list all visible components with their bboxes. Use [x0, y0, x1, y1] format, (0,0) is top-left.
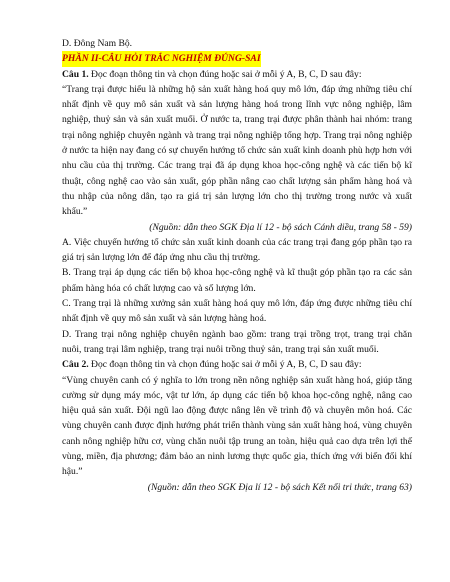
question-1-option-d: D. Trang trại nông nghiệp chuyên ngành bao gồm: trang trại trồng trọt, trang trại chăn nuôi, trang trại lâm nghiệp, trang trại nuôi trồng thuỷ sản, trang trại sản xuất muối. [62, 328, 412, 355]
question-1-label: Câu 1. [62, 68, 89, 80]
question-1-prompt-text: Đọc đoạn thông tin và chọn đúng hoặc sai ở mỗi ý A, B, C, D sau đây: [88, 68, 362, 80]
question-2-prompt-text: Đọc đoạn thông tin và chọn đúng hoặc sai ở mỗi ý A, B, C, D sau đây: [88, 359, 362, 371]
question-1-prompt [62, 67, 412, 82]
question-2-prompt [62, 357, 412, 372]
question-1-option-a: A. Việc chuyển hướng tổ chức sản xuất kinh doanh của các trang trại đang góp phần tạo ra giá trị sản lượng lớn để đáp ứng nhu cầu thị trường. [62, 236, 412, 264]
question-2-passage: “Vùng chuyên canh có ý nghĩa to lớn trong nền nông nghiệp sản xuất hàng hoá, giúp tăng cường sử dụng máy móc, vật tư lớn, áp dụng các tiến bộ khoa học-công nghệ, nâng cao hiệu quả sản xuất. Đội ngũ lao động được nâng lên về trình độ và chuyên môn hoá. Các vùng chuyên canh được định hướng phát triển thành vùng sản xuất hàng hoá, vùng chuyên canh nông nghiệp hữu cơ, vùng chăn nuôi tập trung an toàn, hiệu quả cao dựa trên lợi thế vùng, miền, địa phương; đảm bảo an ninh lương thực quốc gia, thích ứng với biến đổi khí hậu.” [62, 374, 412, 478]
question-2-source: (Nguồn: dẫn theo SGK Địa lí 12 - bộ sách Kết nối tri thức, trang 63) [147, 481, 412, 493]
question-1-passage: “Trang trại được hiểu là những hộ sản xuất hàng hoá quy mô lớn, đáp ứng những tiêu chí nhất định về quy mô sản xuất và sản lượng hàng hoá trong lĩnh vực nông nghiệp, lâm nghiệp, thuỷ sản và sản xuất muối. Ở nước ta, trang trại được phân thành hai nhóm: trang trại nông nghiệp chuyên ngành và trang trại nông nghiệp tổng hợp. Trang trại nông nghiệp ở nước ta hiện nay đang có sự chuyển hướng tổ chức sản xuất kinh doanh phù hợp hơn với nhu cầu của thị trường. Các trang trại đã áp dụng khoa học-công nghệ và các tiến bộ kĩ thuật, công nghệ cao vào sản xuất, góp phần nâng cao chất lượng sản phẩm hàng hoá và thu nhập của nông dân, tạo ra giá trị sản lượng lớn cho thị trường trong nước và xuất khẩu.” [62, 83, 412, 218]
question-2-label: Câu 2. [62, 359, 89, 371]
previous-answer-option: D. Đông Nam Bộ. [62, 38, 133, 49]
question-1-option-b: B. Trang trại áp dụng các tiến bộ khoa học-công nghệ và kĩ thuật góp phần tạo ra các sản phẩm hàng hóa có chất lượng cao và số lượng lớn. [62, 267, 412, 294]
question-1-source: (Nguồn: dẫn theo SGK Địa lí 12 - bộ sách Cánh diều, trang 58 - 59) [149, 221, 412, 233]
question-1-option-c: C. Trang trại là những xưởng sản xuất hàng hoá quy mô lớn, đáp ứng được những tiêu chí nhất định về quy mô sản xuất và sản lượng hàng hoá. [62, 298, 412, 325]
section-heading-line [62, 51, 412, 66]
section-heading: PHẦN II-CÂU HỎI TRẮC NGHIỆM ĐÚNG-SAI [62, 51, 261, 66]
